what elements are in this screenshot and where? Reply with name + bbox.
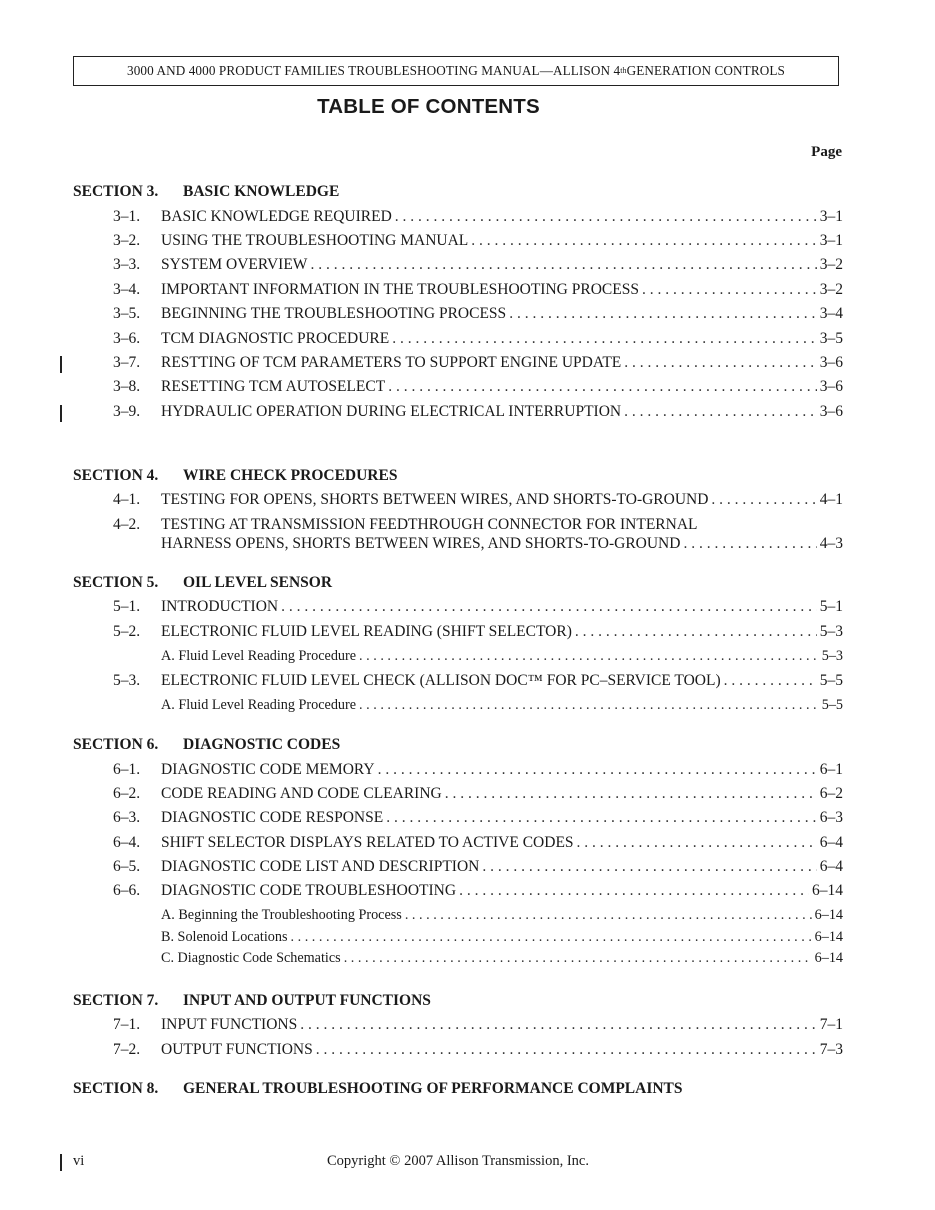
header-suffix: GENERATION CONTROLS bbox=[626, 63, 785, 78]
section-heading-6[interactable]: SECTION 6. DIAGNOSTIC CODES bbox=[73, 736, 341, 753]
toc-entry[interactable]: 5–3. ELECTRONIC FLUID LEVEL CHECK (ALLISON DOC™ FOR PC–SERVICE TOOL) . . . 5–5 bbox=[113, 672, 843, 692]
dot-leader bbox=[459, 882, 809, 900]
toc-entry[interactable]: 3–7. RESTTING OF TCM PARAMETERS TO SUPPORT ENGINE UPDATE . . . 3–6 bbox=[113, 354, 843, 374]
toc-entry[interactable]: 6–1. DIAGNOSTIC CODE MEMORY . . . 6–1 bbox=[113, 761, 843, 781]
toc-entry[interactable]: 3–4. IMPORTANT INFORMATION IN THE TROUBLESHOOTING PROCESS . . . 3–2 bbox=[113, 281, 843, 301]
toc-entry[interactable]: 4–1. TESTING FOR OPENS, SHORTS BETWEEN WIRES, AND SHORTS-TO-GROUND . . . 4–1 bbox=[113, 491, 843, 511]
dot-leader bbox=[359, 697, 819, 714]
toc-entry[interactable]: 4–2. TESTING AT TRANSMISSION FEEDTHROUGH CONNECTOR FOR INTERNAL bbox=[113, 516, 698, 533]
dot-leader bbox=[624, 403, 817, 421]
toc-entry[interactable]: 7–2. OUTPUT FUNCTIONS . . . 7–3 bbox=[113, 1041, 843, 1061]
dot-leader bbox=[711, 491, 816, 509]
dot-leader bbox=[344, 950, 812, 967]
page-title: TABLE OF CONTENTS bbox=[317, 95, 540, 118]
toc-entry[interactable]: 5–1. INTRODUCTION . . . 5–1 bbox=[113, 598, 843, 618]
dot-leader bbox=[386, 809, 817, 827]
section-heading-5[interactable]: SECTION 5. OIL LEVEL SENSOR bbox=[73, 574, 333, 591]
toc-entry[interactable]: 3–6. TCM DIAGNOSTIC PROCEDURE . . . 3–5 bbox=[113, 330, 843, 350]
toc-entry[interactable]: 6–4. SHIFT SELECTOR DISPLAYS RELATED TO ACTIVE CODES . . . 6–4 bbox=[113, 834, 843, 854]
dot-leader bbox=[392, 330, 817, 348]
dot-leader bbox=[575, 623, 817, 641]
toc-subentry[interactable]: A. Fluid Level Reading Procedure . . . 5–5 bbox=[161, 697, 843, 715]
header-superscript: th bbox=[620, 65, 627, 75]
toc-entry[interactable]: 6–2. CODE READING AND CODE CLEARING . . . 6–2 bbox=[113, 785, 843, 805]
dot-leader bbox=[388, 378, 817, 396]
toc-subentry[interactable]: A. Fluid Level Reading Procedure . . . 5–3 bbox=[161, 648, 843, 666]
toc-subentry[interactable]: B. Solenoid Locations . . . 6–14 bbox=[161, 929, 843, 947]
toc-entry[interactable]: 3–5. BEGINNING THE TROUBLESHOOTING PROCESS . . . 3–4 bbox=[113, 305, 843, 325]
dot-leader bbox=[378, 761, 817, 779]
section-heading-3[interactable]: SECTION 3. BASIC KNOWLEDGE bbox=[73, 183, 340, 200]
page-column-label: Page bbox=[811, 144, 842, 160]
dot-leader bbox=[405, 907, 812, 924]
toc-entry[interactable]: 3–8. RESETTING TCM AUTOSELECT . . . 3–6 bbox=[113, 378, 843, 398]
dot-leader bbox=[624, 354, 816, 372]
dot-leader bbox=[482, 858, 816, 876]
toc-subentry[interactable]: A. Beginning the Troubleshooting Process . . . 6–14 bbox=[161, 907, 843, 925]
toc-entry[interactable]: 6–3. DIAGNOSTIC CODE RESPONSE . . . 6–3 bbox=[113, 809, 843, 829]
section-heading-7[interactable]: SECTION 7. INPUT AND OUTPUT FUNCTIONS bbox=[73, 992, 431, 1009]
toc-entry[interactable]: 3–3. SYSTEM OVERVIEW . . . 3–2 bbox=[113, 256, 843, 276]
section-heading-8[interactable]: SECTION 8. GENERAL TROUBLESHOOTING OF PERFORMANCE COMPLAINTS bbox=[73, 1080, 683, 1097]
toc-entry[interactable]: 6–6. DIAGNOSTIC CODE TROUBLESHOOTING . . . 6–14 bbox=[113, 882, 843, 902]
toc-entry[interactable]: 3–9. HYDRAULIC OPERATION DURING ELECTRICAL INTERRUPTION . . . 3–6 bbox=[113, 403, 843, 423]
dot-leader bbox=[310, 256, 816, 274]
section-heading-4[interactable]: SECTION 4. WIRE CHECK PROCEDURES bbox=[73, 467, 398, 484]
toc-subentry[interactable]: C. Diagnostic Code Schematics . . . 6–14 bbox=[161, 950, 843, 968]
dot-leader bbox=[445, 785, 817, 803]
dot-leader bbox=[281, 598, 817, 616]
change-bar bbox=[60, 405, 62, 422]
change-bar bbox=[60, 356, 62, 373]
toc-entry[interactable]: 5–2. ELECTRONIC FLUID LEVEL READING (SHIFT SELECTOR) . . . 5–3 bbox=[113, 623, 843, 643]
dot-leader bbox=[300, 1016, 817, 1034]
dot-leader bbox=[642, 281, 817, 299]
toc-entry[interactable]: 3–1. BASIC KNOWLEDGE REQUIRED . . . 3–1 bbox=[113, 208, 843, 228]
toc-entry[interactable]: 3–2. USING THE TROUBLESHOOTING MANUAL . . . 3–1 bbox=[113, 232, 843, 252]
dot-leader bbox=[577, 834, 817, 852]
dot-leader bbox=[395, 208, 817, 226]
dot-leader bbox=[471, 232, 816, 250]
dot-leader bbox=[359, 648, 819, 665]
dot-leader bbox=[724, 672, 817, 690]
toc-entry[interactable]: 7–1. INPUT FUNCTIONS . . . 7–1 bbox=[113, 1016, 843, 1036]
dot-leader bbox=[291, 929, 812, 946]
running-header bbox=[73, 56, 839, 86]
dot-leader bbox=[316, 1041, 817, 1059]
copyright-notice: Copyright © 2007 Allison Transmission, Inc. bbox=[327, 1153, 589, 1169]
toc-entry[interactable]: 6–5. DIAGNOSTIC CODE LIST AND DESCRIPTION . . . 6–4 bbox=[113, 858, 843, 878]
dot-leader bbox=[683, 535, 816, 553]
header-prefix: 3000 AND 4000 PRODUCT FAMILIES TROUBLESHOOTING MANUAL—ALLISON 4 bbox=[127, 63, 621, 78]
dot-leader bbox=[509, 305, 817, 323]
page-number: vi bbox=[73, 1153, 85, 1169]
toc-entry-continuation[interactable]: HARNESS OPENS, SHORTS BETWEEN WIRES, AND SHORTS-TO-GROUND . . . 4–3 bbox=[113, 535, 843, 555]
